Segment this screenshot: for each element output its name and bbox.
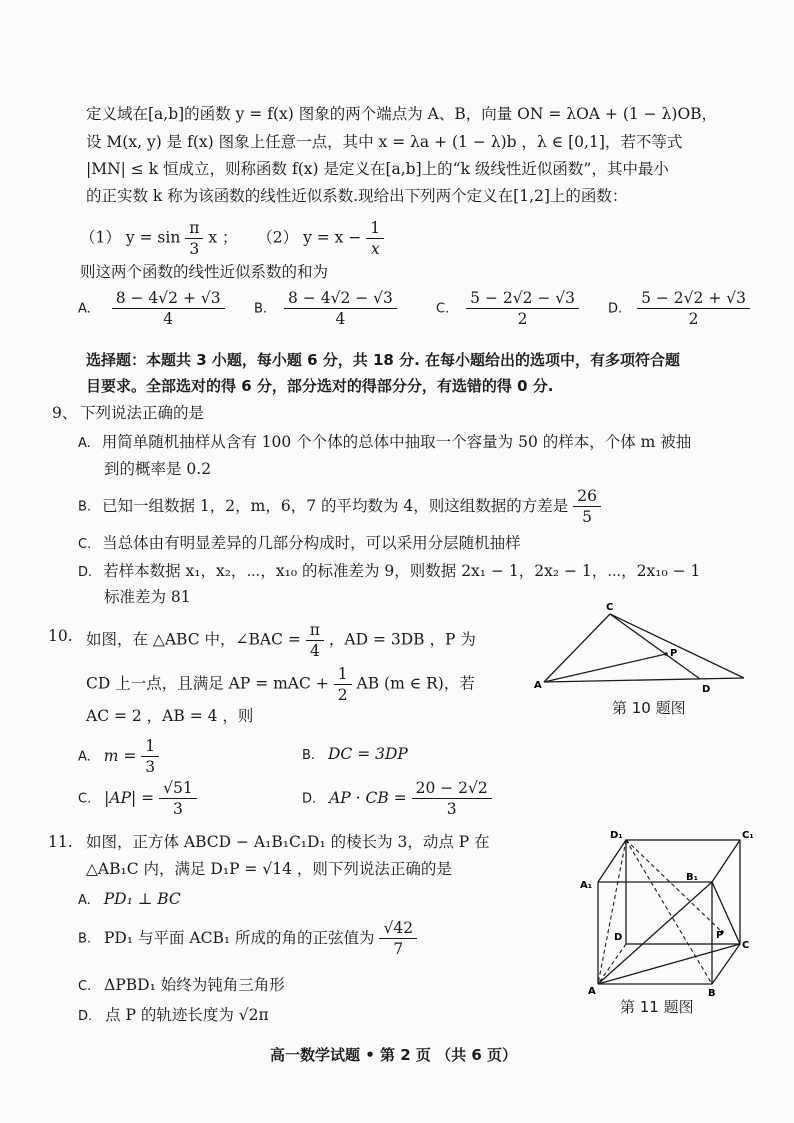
q11-hidden-d1b [626,840,712,984]
q11-option-b-num: √42 [383,919,414,937]
q8-option-d-letter: D. [608,301,623,317]
q11-label-b: B [708,988,716,999]
q11-label-c1: C₁ [742,830,754,841]
q10-option-c[interactable] [78,778,197,819]
q9-number: 9、 [52,404,78,422]
q10-number: 10. [48,627,73,645]
q9-option-a-line-1: 用简单随机抽样从含有 100 个个体的总体中抽取一个容量为 50 的样本，个体 m 被抽 [101,433,692,451]
q10-segment-cd [610,614,700,679]
q9-option-d-line-2: 标准差为 81 [104,588,191,606]
q10-option-a-fraction [141,736,159,777]
q8-fn1-fraction [185,218,203,259]
section-instructions-line-2: 目要求。全部选对的得 6 分，部分选对的得部分分，有选错的得 0 分. [86,377,554,395]
q11-label-d: D [614,932,623,943]
q10-line-1-fraction [306,620,324,661]
q10-option-c-fraction [159,778,197,819]
q11-option-c-text: ΔPBD₁ 始终为钝角三角形 [104,976,285,994]
q11-label-d1: D₁ [610,830,623,841]
q10-label-d: D [702,684,711,695]
q11-option-d[interactable] [78,1005,269,1027]
q8-option-a[interactable] [78,288,225,329]
q10-line-1-den: 4 [306,640,324,661]
q11-option-b-den: 7 [379,938,417,959]
q11-label-b1: B₁ [686,872,699,883]
q11-line-1: 如图，正方体 ABCD − A₁B₁C₁D₁ 的棱长为 3，动点 P 在 [86,833,490,851]
q8-option-b-num: 8 − 4√2 − √3 [288,289,393,307]
q11-option-b-fraction [379,918,417,959]
q8-fn1-left: y = sin [125,228,181,247]
q10-point-p [664,652,668,656]
q8-option-c-den: 2 [466,308,579,329]
q9-option-b-letter: B. [78,499,92,515]
q10-line-2-fraction [334,664,352,705]
q8-functions [80,218,384,259]
q9-option-b-text: 已知一组数据 1，2，m，6，7 的平均数为 4，则这组数据的方差是 [102,496,569,515]
q10-option-a-letter: A. [78,749,91,765]
q9-option-c-text: 当总体由有明显差异的几部分构成时，可以采用分层随机抽样 [102,534,521,552]
q11-option-b-text: PD₁ 与平面 ACB₁ 所成的角的正弦值为 [104,928,375,947]
q10-option-c-text: |AP| = [104,788,155,807]
q8-fn2-num: 1 [370,219,381,237]
q10-line-1 [86,620,476,661]
q10-option-d-num: 20 − 2√2 [415,779,488,797]
q8-option-a-letter: A. [78,301,91,317]
q11-option-c-letter: C. [78,979,92,994]
q11-option-c[interactable] [78,975,285,997]
q10-option-c-num: √51 [163,779,193,797]
q10-option-d-fraction [412,778,492,819]
q9-option-b[interactable] [78,486,601,527]
page-footer: 高一数学试题 • 第 2 页 （共 6 页） [270,1046,518,1064]
q8-option-a-den: 4 [112,308,225,329]
q8-option-a-fraction [112,288,225,329]
q10-option-a-text: m = [103,746,137,765]
q11-option-d-letter: D. [78,1009,93,1024]
q10-line-2 [86,664,475,705]
q11-number: 11. [48,833,73,851]
q8-fn2-label: （2） [257,228,299,247]
q8-option-d-den: 2 [637,308,750,329]
q8-line-4: 的正实数 k 称为该函数的线性近似系数.现给出下列两个定义在[1,2]上的函数： [86,187,628,205]
q11-edge-bc [712,944,740,984]
q8-fn1-num: π [189,219,200,237]
q10-label-p: P [670,648,678,659]
q9-option-a-letter: A. [78,436,91,451]
q11-diagonal-ac [598,944,740,984]
q8-fn1-label: （1） [80,228,121,247]
q11-option-b-letter: B. [78,931,92,947]
q8-fn2-fraction [366,218,384,259]
q11-label-p: P [716,930,724,941]
q9-option-a[interactable] [78,432,691,454]
q10-option-c-letter: C. [78,791,92,807]
q10-option-b-letter: B. [302,748,316,763]
q10-option-b-text: DC = 3DP [328,745,408,763]
q11-label-a1: A₁ [580,880,593,891]
q11-edge-b1c1 [712,840,740,882]
q10-line-2-den: 2 [334,684,352,705]
q8-option-d-fraction [637,288,750,329]
q8-fn1-right: x ； [208,228,238,247]
q10-line-3: AC = 2 ，AB = 4 ，则 [86,707,254,725]
q8-line-3: |MN| ≤ k 恒成立，则称函数 f(x) 是定义在[a,b]上的“k 级线性近似函数”，其中最小 [86,160,669,178]
q10-label-c: C [606,602,614,613]
q10-option-c-den: 3 [159,798,197,819]
q10-option-d[interactable] [302,778,492,819]
q10-segment-ap [544,654,666,682]
q8-option-c[interactable] [436,288,579,329]
q11-option-a-letter: A. [78,893,91,908]
q11-option-a-text: PD₁ ⊥ BC [103,890,181,908]
q11-figure-caption: 第 11 题图 [620,998,694,1016]
q10-line-2-num: 1 [337,665,348,683]
q8-option-a-num: 8 − 4√2 + √3 [115,289,221,307]
q9-option-a-line-2: 到的概率是 0.2 [104,460,212,478]
q10-option-a-den: 3 [141,756,159,777]
q9-option-c-letter: C. [78,537,92,552]
q8-line-2: 设 M(x, y) 是 f(x) 图象上任意一点，其中 x = λa + (1 − λ)b ，λ ∈ [0,1]，若不等式 [86,133,683,151]
q8-option-b[interactable] [254,288,397,329]
q10-option-b[interactable] [302,744,408,766]
q10-figure-caption: 第 10 题图 [612,699,686,717]
q8-option-c-fraction [466,288,579,329]
q11-label-a: A [588,986,596,997]
q10-edge-ab [544,678,744,682]
q9-option-d-letter: D. [78,565,93,580]
q11-label-c: C [742,940,750,951]
q8-option-c-letter: C. [436,301,450,317]
q8-option-c-num: 5 − 2√2 − √3 [470,289,576,307]
q8-fn1-den: 3 [185,238,203,259]
q11-option-a[interactable] [78,889,181,911]
q10-line-1-a: 如图，在 △ABC 中，∠BAC = [86,630,301,649]
section-instructions-line-1: 选择题：本题共 3 小题，每小题 6 分，共 18 分. 在每小题给出的选项中，有多项符合题 [86,351,681,369]
q9-option-d[interactable] [78,561,700,583]
q9-option-b-fraction [573,486,601,527]
q10-line-1-num: π [309,621,320,639]
q8-option-b-fraction [284,288,397,329]
q11-back-face [626,840,740,944]
q8-option-b-den: 4 [284,308,397,329]
q11-line-2: △AB₁C 内，满足 D₁P = √14 ，则下列说法正确的是 [86,860,452,878]
q11-option-b[interactable] [78,918,417,959]
q11-option-d-text: 点 P 的轨迹长度为 √2π [105,1006,269,1024]
q8-option-d-num: 5 − 2√2 + √3 [641,289,746,307]
q10-line-2-b: AB (m ∈ R)，若 [356,674,475,693]
q9-stem: 下列说法正确的是 [80,404,205,422]
q8-option-b-letter: B. [254,301,268,317]
q10-triangle-figure [528,598,754,698]
q10-label-a: A [534,680,542,691]
q8-line-1: 定义域在[a,b]的函数 y = f(x) 图象的两个端点为 A、B，向量 ON = λOA + (1 − λ)OB， [86,105,718,123]
q10-edge-ac [544,614,610,682]
q9-option-b-den: 5 [573,506,601,527]
q9-option-d-line-1: 若样本数据 x₁，x₂，⋯，x₁₀ 的标准差为 9，则数据 2x₁ − 1，2x₂ − 1，⋯，2x₁₀ − 1 [103,562,701,580]
q8-question: 则这两个函数的线性近似系数的和为 [80,263,329,281]
q10-line-1-b: ，AD = 3DB ，P 为 [328,630,476,649]
q10-option-a[interactable] [78,736,159,777]
q11-cube-figure [576,822,754,1000]
q8-fn2-left: y = x − [303,228,362,247]
q9-option-b-num: 26 [577,487,597,505]
q8-option-d[interactable] [608,288,750,329]
q10-option-d-text: AP · CB = [329,788,407,807]
q10-option-d-letter: D. [302,791,317,807]
q8-fn2-den: x [366,238,384,259]
q10-line-2-a: CD 上一点，且满足 AP = mAC + [86,674,329,693]
q10-option-a-num: 1 [145,737,156,755]
q9-option-c[interactable] [78,533,521,555]
q10-option-d-den: 3 [412,798,492,819]
q10-edge-cb [610,614,744,678]
